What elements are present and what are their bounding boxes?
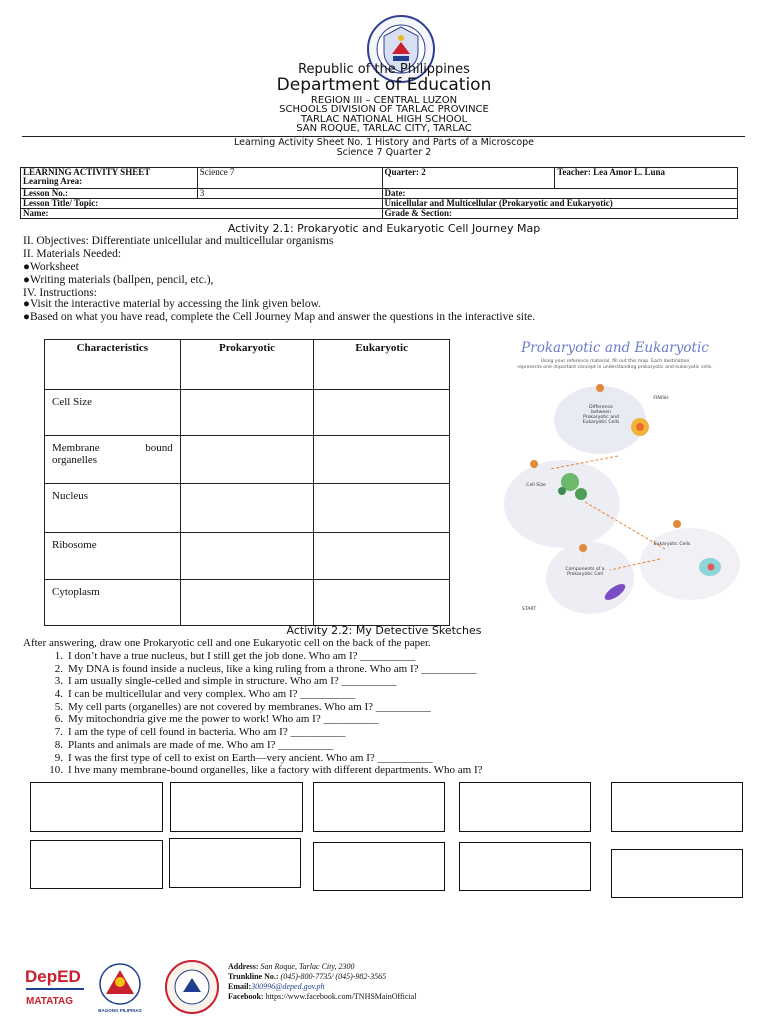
info-table: [20, 167, 738, 219]
region-line: REGION III – CENTRAL LUZON: [310, 95, 458, 106]
journey-map-title: Prokaryotic and Eukaryotic: [521, 340, 709, 356]
quarter-cell: Quarter: 2: [382, 168, 555, 189]
question-number: 8.: [54, 739, 63, 751]
characteristics-table: [44, 339, 450, 626]
answer-cell-eukaryotic[interactable]: [314, 436, 450, 484]
answer-cell-prokaryotic[interactable]: [180, 533, 314, 580]
answer-cell-eukaryotic[interactable]: [314, 580, 450, 626]
materials-heading: II. Materials Needed:: [23, 248, 122, 260]
sheet-subtitle: Science 7 Quarter 2: [336, 147, 432, 158]
answer-box[interactable]: [611, 782, 743, 832]
email-link[interactable]: 300996@deped.gov.ph: [251, 982, 325, 991]
question-text: I am the type of cell found in bacteria. Who am I? __________: [68, 726, 346, 738]
material-writing: ●Writing materials (ballpen, pencil, etc.),: [23, 274, 214, 286]
footer-facebook: [228, 992, 416, 1002]
topic-label: Lesson Title/ Topic:: [21, 199, 383, 209]
label-difference: Difference between Prokaryotic and Eukaryotic Cells: [582, 405, 620, 425]
topic-value: Unicellular and Multicellular (Prokaryotic and Eukaryotic): [382, 199, 738, 209]
instruction-complete: ●Based on what you have read, complete the Cell Journey Map and answer the questions in the interactive site.: [23, 311, 536, 323]
lesson-no-value[interactable]: 3: [197, 189, 382, 199]
footer-trunkline: [228, 972, 386, 982]
activity-2-2-title: Activity 2.2: My Detective Sketches: [286, 624, 482, 637]
deped-logo-text: DepED: [25, 967, 81, 986]
label-start: START: [521, 607, 537, 612]
question-number: 10.: [49, 764, 63, 776]
question-number: 2.: [54, 663, 63, 675]
grade-section-field[interactable]: Grade & Section:: [382, 209, 738, 219]
lesson-no-label: Lesson No.:: [21, 189, 198, 199]
instructions-heading: IV. Instructions:: [23, 287, 97, 299]
question-number: 7.: [54, 726, 63, 738]
header-prokaryotic: Prokaryotic: [180, 340, 314, 390]
answer-box[interactable]: [170, 782, 303, 832]
objectives-line: II. Objectives: Differentiate unicellular and multicellular organisms: [23, 235, 334, 247]
email-label: Email:: [228, 982, 252, 991]
bagong-pilipinas-text: BAGONG PILIPINAS: [98, 1008, 142, 1013]
activity-2-1-title: Activity 2.1: Prokaryotic and Eukaryotic Cell Journey Map: [227, 222, 541, 235]
trunkline-value: (045)-800-7735/ (045)-982-3565: [280, 972, 387, 981]
answer-box[interactable]: [30, 840, 163, 889]
header-eukaryotic: Eukaryotic: [314, 340, 450, 390]
area-label: Learning Area:: [23, 176, 83, 186]
row-label-cell-size: Cell Size: [45, 390, 181, 436]
answer-box[interactable]: [30, 782, 163, 832]
answer-box[interactable]: [313, 782, 445, 832]
answer-box[interactable]: [459, 842, 591, 891]
school-seal-logo: [166, 961, 218, 1013]
footer-logos: [22, 958, 222, 1016]
answer-cell-prokaryotic[interactable]: [180, 436, 314, 484]
answer-cell-prokaryotic[interactable]: [180, 390, 314, 436]
facebook-link[interactable]: https://www.facebook.com/TNHSMainOfficial: [265, 992, 417, 1001]
las-label: LEARNING ACTIVITY SHEET: [23, 167, 151, 177]
row-label-membrane: Membrane bound organelles: [45, 436, 181, 484]
location-line: SAN ROQUE, TARLAC CITY, TARLAC: [296, 123, 472, 134]
answer-box[interactable]: [611, 849, 743, 898]
journey-map-subtitle-1: Using your reference material, fill out this map. Each destination: [540, 359, 690, 364]
activity-2-2-intro: After answering, draw one Prokaryotic cell and one Eukaryotic cell on the back of the paper.: [23, 637, 431, 649]
footer-address: [228, 962, 354, 972]
answer-cell-eukaryotic[interactable]: [314, 390, 450, 436]
sheet-title: Learning Activity Sheet No. 1 History and Parts of a Microscope: [233, 137, 535, 148]
answer-box[interactable]: [313, 842, 445, 891]
question-text: My cell parts (organelles) are not covered by membranes. Who am I? __________: [68, 701, 431, 713]
question-text: My mitochondria give me the power to work! Who am I? __________: [68, 713, 379, 725]
question-text: I am usually single-celled and simple in structure. Who am I? __________: [68, 675, 397, 687]
school-line: TARLAC NATIONAL HIGH SCHOOL: [300, 114, 468, 125]
row-label-nucleus: Nucleus: [45, 484, 181, 533]
question-text: I was the first type of cell to exist on Earth—very ancient. Who am I? __________: [68, 752, 433, 764]
answer-box[interactable]: [459, 782, 591, 832]
matatag-logo-text: MATATAG: [26, 996, 74, 1007]
question-text: My DNA is found inside a nucleus, like a king ruling from a throne. Who am I? __________: [68, 663, 477, 675]
address-value: San Roque, Tarlac City, 2300: [260, 962, 355, 971]
division-line: SCHOOLS DIVISION OF TARLAC PROVINCE: [279, 104, 489, 115]
address-label: Address:: [228, 962, 259, 971]
facebook-label: Facebook:: [228, 992, 264, 1001]
question-number: 9.: [54, 752, 63, 764]
answer-cell-prokaryotic[interactable]: [180, 484, 314, 533]
las-area-cell: [21, 168, 198, 189]
answer-cell-eukaryotic[interactable]: [314, 533, 450, 580]
department-title: Department of Education: [276, 75, 492, 95]
question-number: 6.: [54, 713, 63, 725]
question-text: I can be multicellular and very complex. Who am I? __________: [68, 688, 356, 700]
journey-map-subtitle-2: represents one important concept in understanding prokaryotic and eukaryotic cells.: [517, 365, 713, 370]
material-worksheet: ●Worksheet: [23, 261, 79, 273]
label-finish: FINISH: [653, 396, 669, 401]
question-text: Plants and animals are made of me. Who am I? __________: [68, 739, 334, 751]
answer-cell-prokaryotic[interactable]: [180, 580, 314, 626]
question-text: I hve many membrane-bound organelles, like a factory with different departments. Who am I?: [68, 764, 483, 776]
header-characteristics: Characteristics: [45, 340, 181, 390]
label-eukaryotic: Eukaryotic Cells: [653, 542, 691, 547]
question-number: 5.: [54, 701, 63, 713]
row-label-cytoplasm: Cytoplasm: [45, 580, 181, 626]
question-number: 4.: [54, 688, 63, 700]
question-text: I don’t have a true nucleus, but I still get the job done. Who am I? __________: [68, 650, 416, 662]
republic-text: Republic of the Philippines: [298, 62, 470, 77]
trunkline-label: Trunkline No.:: [228, 972, 279, 981]
area-value[interactable]: Science 7: [197, 168, 382, 189]
deped-matatag-logo: [25, 967, 84, 1007]
answer-box[interactable]: [169, 838, 301, 888]
teacher-cell: Teacher: Lea Amor L. Luna: [555, 168, 738, 189]
journey-map-illustration: [470, 334, 760, 622]
label-cell-size: Cell Size: [526, 483, 546, 488]
row-label-ribosome: Ribosome: [45, 533, 181, 580]
label-components: Components of a Prokaryotic Cell: [565, 567, 605, 577]
name-field[interactable]: Name:: [21, 209, 383, 219]
date-cell[interactable]: Date:: [382, 189, 738, 199]
answer-cell-eukaryotic[interactable]: [314, 484, 450, 533]
question-number: 3.: [54, 675, 63, 687]
bagong-pilipinas-logo: [98, 964, 142, 1013]
footer-email: [228, 982, 325, 992]
instruction-visit: ●Visit the interactive material by accessing the link given below.: [23, 298, 322, 310]
question-number: 1.: [54, 650, 63, 662]
